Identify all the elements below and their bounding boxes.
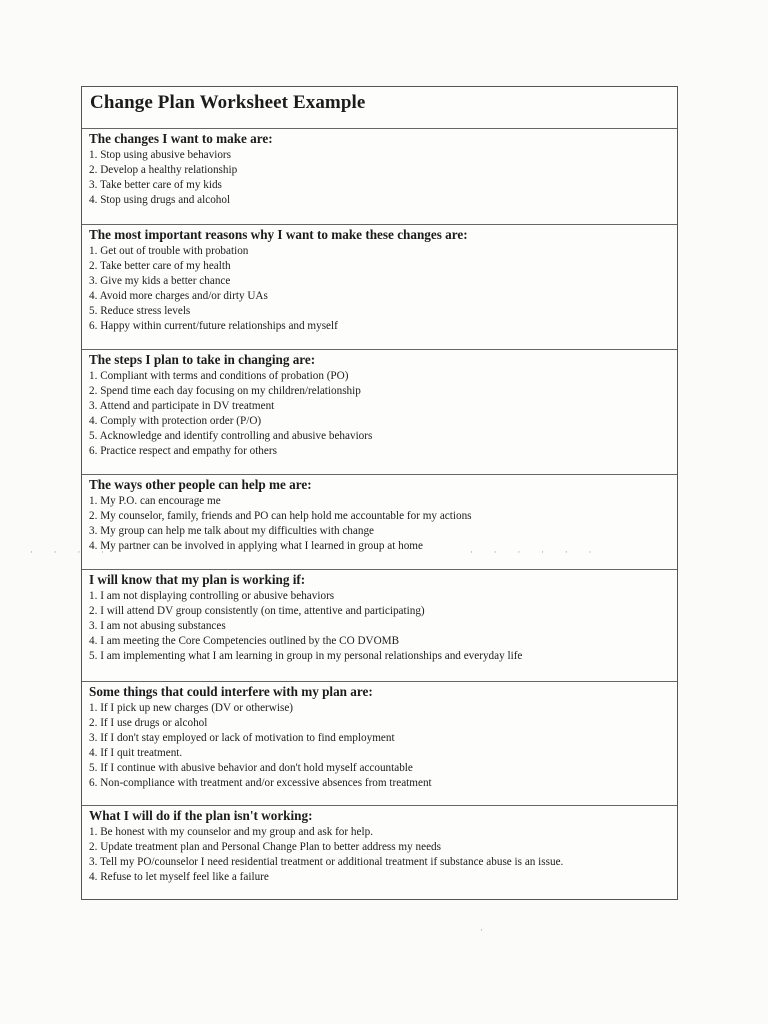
list-item: 3. Tell my PO/counselor I need residential treatment or additional treatment if substance abuse is an issue.	[89, 856, 564, 868]
list-item: 1. I am not displaying controlling or abusive behaviors	[89, 590, 335, 602]
change-plan-worksheet	[81, 86, 678, 900]
list-item: 3. Take better care of my kids	[89, 179, 222, 191]
list-item: 5. Acknowledge and identify controlling and abusive behaviors	[89, 430, 373, 442]
list-item: 1. Get out of trouble with probation	[89, 245, 249, 257]
list-item: 2. My counselor, family, friends and PO can help hold me accountable for my actions	[89, 510, 472, 522]
list-item: 4. My partner can be involved in applying what I learned in group at home	[89, 540, 423, 552]
changes-section	[82, 129, 677, 225]
list-item: 1. My P.O. can encourage me	[89, 495, 221, 507]
list-item: 6. Happy within current/future relationships and myself	[89, 320, 338, 332]
section-heading: The ways other people can help me are:	[89, 477, 312, 492]
list-item: 1. Be honest with my counselor and my group and ask for help.	[89, 826, 373, 838]
list-item: 1. Compliant with terms and conditions of probation (PO)	[89, 370, 349, 382]
section-item-list	[89, 494, 472, 554]
list-item: 5. If I continue with abusive behavior and don't hold myself accountable	[89, 762, 413, 774]
list-item: 2. If I use drugs or alcohol	[89, 717, 208, 729]
section-heading: The changes I want to make are:	[89, 131, 273, 146]
list-item: 4. Refuse to let myself feel like a failure	[89, 871, 269, 883]
section-heading: The most important reasons why I want to make these changes are:	[89, 227, 468, 242]
list-item: 4. If I quit treatment.	[89, 747, 183, 759]
list-item: 2. Take better care of my health	[89, 260, 231, 272]
steps-section	[82, 350, 677, 475]
list-item: 4. Stop using drugs and alcohol	[89, 194, 231, 206]
list-item: 3. My group can help me talk about my difficulties with change	[89, 525, 375, 537]
section-heading: I will know that my plan is working if:	[89, 572, 306, 587]
list-item: 4. I am meeting the Core Competencies outlined by the CO DVOMB	[89, 635, 400, 647]
list-item: 2. Spend time each day focusing on my children/relationship	[89, 385, 361, 397]
section-item-list	[89, 701, 432, 791]
list-item: 4. Comply with protection order (P/O)	[89, 415, 262, 427]
working-indicators-section	[82, 570, 677, 682]
list-item: 5. I am implementing what I am learning in group in my personal relationships and everyday life	[89, 650, 523, 662]
section-heading: Some things that could interfere with my plan are:	[89, 684, 373, 699]
interference-section	[82, 682, 677, 806]
list-item: 3. I am not abusing substances	[89, 620, 226, 632]
list-item: 1. Stop using abusive behaviors	[89, 149, 232, 161]
list-item: 1. If I pick up new charges (DV or otherwise)	[89, 702, 294, 714]
list-item: 6. Practice respect and empathy for others	[89, 445, 277, 457]
section-item-list	[89, 589, 522, 664]
section-item-list	[89, 825, 563, 885]
fallback-section	[82, 806, 677, 901]
section-item-list	[89, 148, 237, 208]
list-item: 2. Develop a healthy relationship	[89, 164, 238, 176]
worksheet-title: Change Plan Worksheet Example	[90, 92, 366, 113]
list-item: 3. Attend and participate in DV treatment	[89, 400, 275, 412]
list-item: 2. Update treatment plan and Personal Change Plan to better address my needs	[89, 841, 441, 853]
list-item: 5. Reduce stress levels	[89, 305, 191, 317]
section-item-list	[89, 244, 338, 334]
list-item: 3. Give my kids a better chance	[89, 275, 231, 287]
list-item: 3. If I don't stay employed or lack of motivation to find employment	[89, 732, 395, 744]
section-heading: What I will do if the plan isn't working:	[89, 808, 313, 823]
reasons-section	[82, 225, 677, 350]
scan-artifact-bottom: ·	[480, 926, 492, 936]
scan-artifact-left: · · · ·	[30, 548, 114, 558]
list-item: 6. Non-compliance with treatment and/or excessive absences from treatment	[89, 777, 432, 789]
worksheet-header	[82, 87, 677, 129]
section-item-list	[89, 369, 372, 459]
list-item: 4. Avoid more charges and/or dirty UAs	[89, 290, 268, 302]
section-heading: The steps I plan to take in changing are:	[89, 352, 316, 367]
scan-artifact-right: · · · · · ·	[470, 548, 601, 558]
list-item: 2. I will attend DV group consistently (on time, attentive and participating)	[89, 605, 425, 617]
